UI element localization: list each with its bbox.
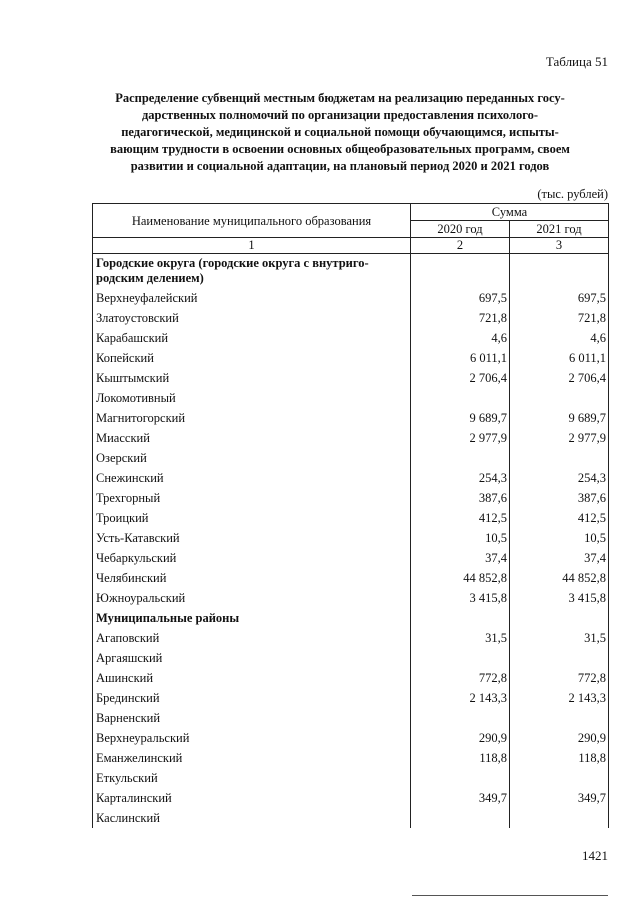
amount-2020 [411, 648, 510, 668]
table-row [93, 588, 609, 608]
amount-2020: 290,9 [411, 728, 510, 748]
amount-2020: 118,8 [411, 748, 510, 768]
amount-2021: 2 977,9 [510, 428, 609, 448]
amount-2021 [510, 708, 609, 728]
amount-2021 [510, 388, 609, 408]
municipality-name: Копейский [93, 348, 411, 368]
amount-2020: 349,7 [411, 788, 510, 808]
municipality-name: Озерский [93, 448, 411, 468]
amount-2021: 254,3 [510, 468, 609, 488]
title-line: педагогической, медицинской и социальной помощи обучающимся, испыты- [121, 125, 559, 139]
amount-2020: 44 852,8 [411, 568, 510, 588]
amount-2020: 4,6 [411, 328, 510, 348]
municipality-name: Магнитогорский [93, 408, 411, 428]
amount-2021: 387,6 [510, 488, 609, 508]
amount-2020: 2 143,3 [411, 688, 510, 708]
subsidy-table [92, 203, 609, 828]
amount-2021 [510, 254, 609, 289]
table-row [93, 328, 609, 348]
amount-2020: 254,3 [411, 468, 510, 488]
municipality-name: Аргаяшский [93, 648, 411, 668]
units-label: (тыс. рублей) [537, 187, 608, 201]
amount-2020 [411, 448, 510, 468]
amount-2021: 349,7 [510, 788, 609, 808]
municipality-name: Трехгорный [93, 488, 411, 508]
table-row [93, 768, 609, 788]
header-year-2021: 2021 год [510, 221, 609, 238]
municipality-name: Варненский [93, 708, 411, 728]
amount-2021: 6 011,1 [510, 348, 609, 368]
table-row [93, 688, 609, 708]
municipality-name: Еманжелинский [93, 748, 411, 768]
header-col-number: 2 [411, 238, 510, 254]
amount-2020: 2 977,9 [411, 428, 510, 448]
title-line: вающим трудности в освоении основных общеобразовательных программ, своем [110, 142, 570, 156]
title-line: Распределение субвенций местным бюджетам на реализацию переданных госу- [115, 91, 565, 105]
municipality-name: Карабашский [93, 328, 411, 348]
amount-2021: 772,8 [510, 668, 609, 688]
table-row [93, 428, 609, 448]
amount-2020 [411, 708, 510, 728]
municipality-name: Усть-Катавский [93, 528, 411, 548]
amount-2021: 4,6 [510, 328, 609, 348]
table-row [93, 668, 609, 688]
municipality-name: Верхнеуральский [93, 728, 411, 748]
municipality-name: Южноуральский [93, 588, 411, 608]
municipality-name: Агаповский [93, 628, 411, 648]
table-row [93, 548, 609, 568]
table-row [93, 508, 609, 528]
table-row [93, 808, 609, 828]
amount-2021 [510, 648, 609, 668]
amount-2020: 10,5 [411, 528, 510, 548]
amount-2021: 44 852,8 [510, 568, 609, 588]
amount-2021: 721,8 [510, 308, 609, 328]
municipality-name: Снежинский [93, 468, 411, 488]
municipality-name: Кыштымский [93, 368, 411, 388]
table-row [93, 528, 609, 548]
table-row [93, 728, 609, 748]
amount-2021 [510, 608, 609, 628]
table-row [93, 468, 609, 488]
title-line: развитии и социальной адаптации, на плановый период 2020 и 2021 годов [130, 159, 550, 173]
section-heading: Муниципальные районы [93, 608, 411, 628]
amount-2020 [411, 254, 510, 289]
table-row [93, 368, 609, 388]
footer-rule [412, 895, 608, 896]
municipality-name: Локомотивный [93, 388, 411, 408]
municipality-name: Каслинский [93, 808, 411, 828]
table-label: Таблица 51 [545, 54, 608, 69]
header-year-2020: 2020 год [411, 221, 510, 238]
amount-2021: 412,5 [510, 508, 609, 528]
amount-2020: 2 706,4 [411, 368, 510, 388]
amount-2021: 290,9 [510, 728, 609, 748]
table-row [93, 788, 609, 808]
amount-2021: 10,5 [510, 528, 609, 548]
amount-2020: 6 011,1 [411, 348, 510, 368]
amount-2020: 387,6 [411, 488, 510, 508]
municipality-name: Брединский [93, 688, 411, 708]
table-title [70, 90, 610, 175]
amount-2021 [510, 768, 609, 788]
municipality-name: Челябинский [93, 568, 411, 588]
amount-2021 [510, 448, 609, 468]
amount-2020: 3 415,8 [411, 588, 510, 608]
table-row [93, 648, 609, 668]
amount-2020: 721,8 [411, 308, 510, 328]
municipality-name: Миасский [93, 428, 411, 448]
amount-2020: 412,5 [411, 508, 510, 528]
amount-2021: 697,5 [510, 288, 609, 308]
table-row [93, 388, 609, 408]
amount-2021: 2 143,3 [510, 688, 609, 708]
table-row [93, 448, 609, 468]
header-sum-column: Сумма [411, 204, 609, 221]
amount-2020: 9 689,7 [411, 408, 510, 428]
municipality-name: Чебаркульский [93, 548, 411, 568]
table-row [93, 568, 609, 588]
municipality-name: Верхнеуфалейский [93, 288, 411, 308]
municipality-name: Златоустовский [93, 308, 411, 328]
table-row [93, 348, 609, 368]
amount-2020: 37,4 [411, 548, 510, 568]
section-heading: Городские округа (городские округа с внутриго-родским делением) [93, 254, 411, 289]
table-row [93, 608, 609, 628]
amount-2021: 118,8 [510, 748, 609, 768]
amount-2020 [411, 768, 510, 788]
table-row [93, 748, 609, 768]
municipality-name: Ашинский [93, 668, 411, 688]
header-col-number: 1 [93, 238, 411, 254]
amount-2020 [411, 388, 510, 408]
amount-2020 [411, 808, 510, 828]
table-body [93, 254, 609, 829]
amount-2020: 697,5 [411, 288, 510, 308]
title-line: дарственных полномочий по организации предоставления психолого- [141, 108, 539, 122]
municipality-name: Карталинский [93, 788, 411, 808]
amount-2021 [510, 808, 609, 828]
amount-2021: 31,5 [510, 628, 609, 648]
amount-2021: 2 706,4 [510, 368, 609, 388]
table-row [93, 308, 609, 328]
municipality-name: Еткульский [93, 768, 411, 788]
amount-2021: 9 689,7 [510, 408, 609, 428]
table-row [93, 708, 609, 728]
table-row [93, 628, 609, 648]
table-row [93, 288, 609, 308]
header-name-column: Наименование муниципального образования [93, 204, 411, 238]
municipality-name: Троицкий [93, 508, 411, 528]
amount-2020: 772,8 [411, 668, 510, 688]
table-row [93, 488, 609, 508]
amount-2020 [411, 608, 510, 628]
amount-2020: 31,5 [411, 628, 510, 648]
header-col-number: 3 [510, 238, 609, 254]
table-row [93, 408, 609, 428]
page-number: 1421 [582, 848, 608, 863]
table-row [93, 254, 609, 289]
amount-2021: 37,4 [510, 548, 609, 568]
amount-2021: 3 415,8 [510, 588, 609, 608]
